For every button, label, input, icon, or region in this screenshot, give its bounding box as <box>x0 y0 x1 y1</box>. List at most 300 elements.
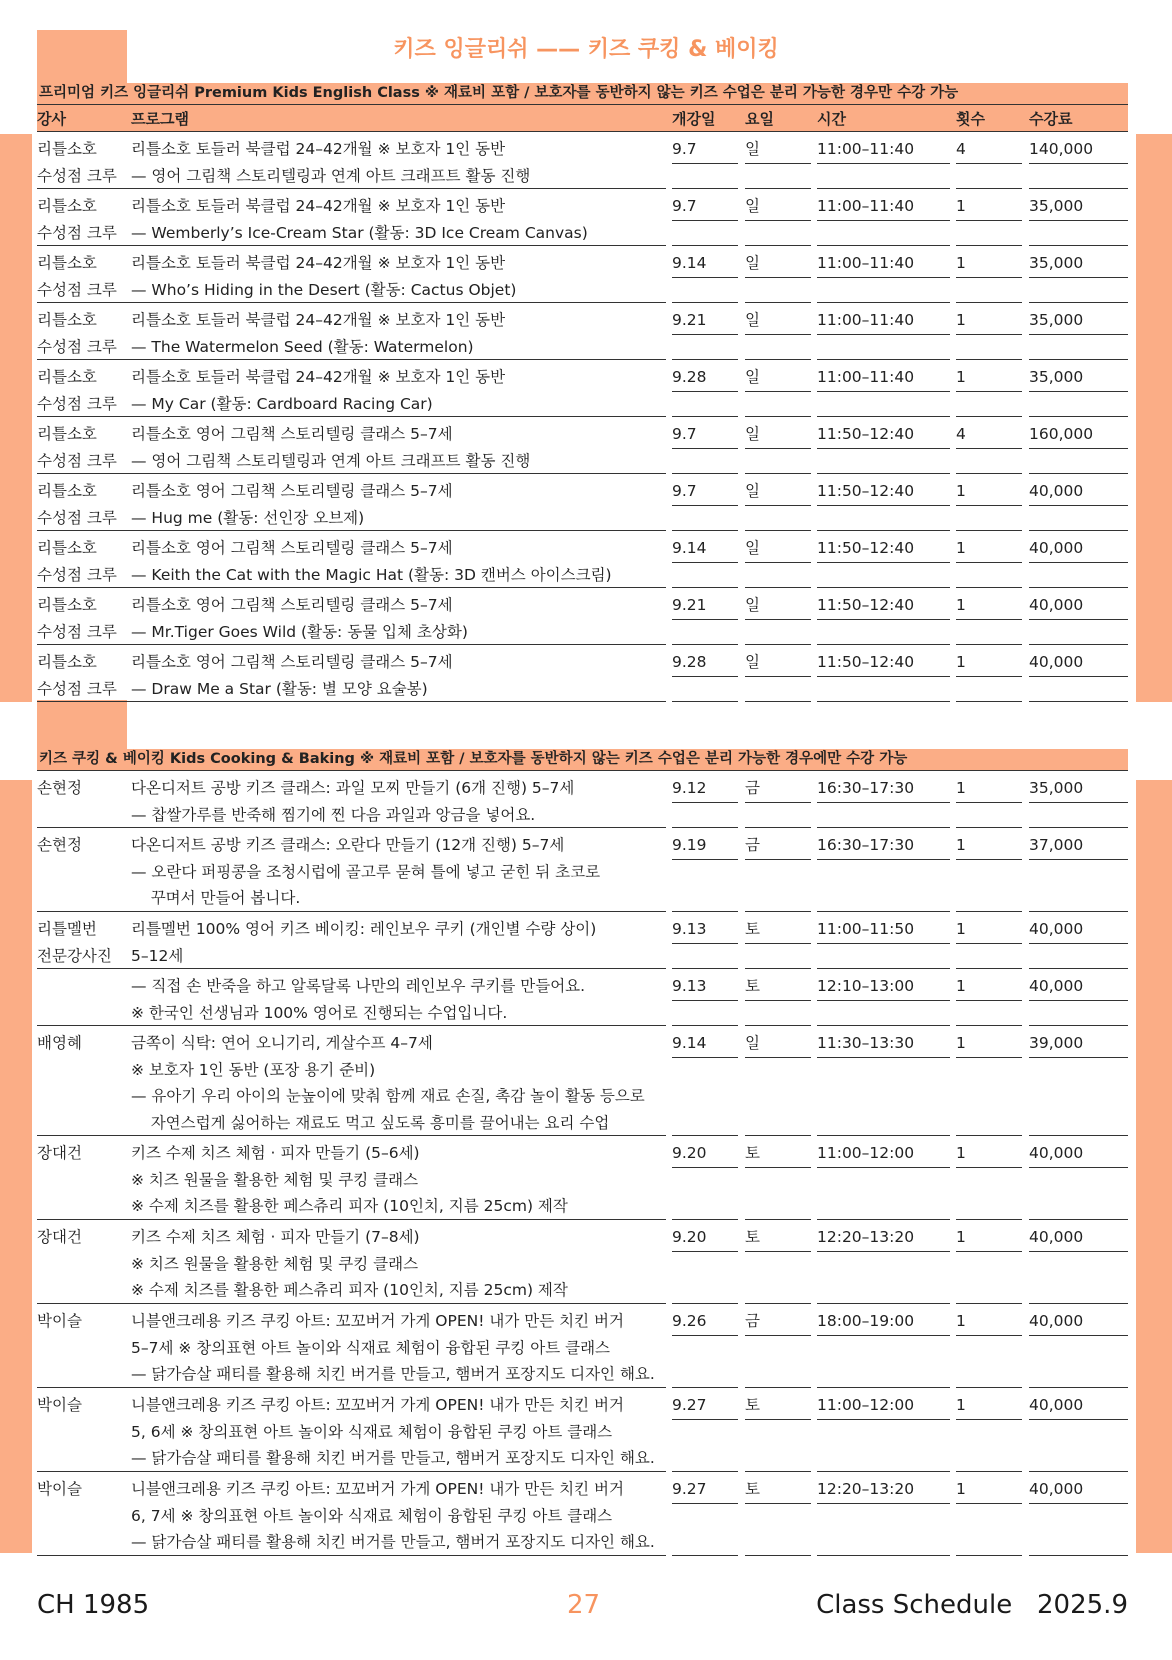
cell-underline <box>817 1000 950 1001</box>
cell-count: 1 <box>956 1144 966 1162</box>
cell-underline <box>672 802 738 803</box>
cell-underline <box>1029 1251 1128 1252</box>
cell-day: 일 <box>745 254 760 272</box>
cell-underline <box>956 562 1022 563</box>
cell-teacher: 박이슬 <box>37 1480 82 1498</box>
cell-program: — Draw Me a Star (활동: 별 모양 요술봉) <box>131 679 428 698</box>
cell-day: 일 <box>745 1034 760 1052</box>
cell-underline <box>817 334 950 335</box>
cell-program: — The Watermelon Seed (활동: Watermelon) <box>131 337 474 356</box>
cell-teacher: 수성점 크루 <box>37 622 117 641</box>
cell-underline <box>956 619 1022 620</box>
cell-teacher: 박이슬 <box>37 1312 82 1330</box>
cell-underline <box>1029 676 1128 677</box>
cell-day: 일 <box>745 482 760 500</box>
cell-underline <box>672 334 738 335</box>
cell-underline <box>1029 448 1128 449</box>
cell-teacher: 수성점 크루 <box>37 394 117 413</box>
cell-day: 일 <box>745 368 760 386</box>
cell-day: 일 <box>745 539 760 557</box>
cell-teacher: 리틀소호 <box>37 425 97 443</box>
cell-underline <box>1029 562 1128 563</box>
cell-underline <box>1029 1000 1128 1001</box>
cell-date: 9.28 <box>672 368 707 386</box>
cell-program: 니블앤크레용 키즈 쿠킹 아트: 꼬꼬버거 가게 OPEN! 내가 만든 치킨 버거 <box>131 1312 624 1330</box>
table-row <box>37 828 1128 912</box>
cell-program: 니블앤크레용 키즈 쿠킹 아트: 꼬꼬버거 가게 OPEN! 내가 만든 치킨 버거 <box>131 1396 624 1414</box>
cell-underline <box>745 943 811 944</box>
row-divider <box>672 701 738 702</box>
cell-program: 리틀소호 토들러 북클럽 24–42개월 ※ 보호자 1인 동반 <box>131 197 506 215</box>
cell-underline <box>672 562 738 563</box>
cell-fee: 35,000 <box>1029 254 1084 272</box>
cell-underline <box>745 676 811 677</box>
cell-underline <box>1029 1167 1128 1168</box>
cell-program: 다온디저트 공방 키즈 클래스: 오란다 만들기 (12개 진행) 5–7세 <box>131 836 565 854</box>
cell-date: 9.7 <box>672 425 697 443</box>
cell-underline <box>745 802 811 803</box>
cell-program: 키즈 수제 치즈 체험 · 피자 만들기 (5–6세) <box>131 1144 420 1162</box>
cell-time: 11:00–11:40 <box>817 197 915 215</box>
cell-program: 리틀소호 영어 그림책 스토리텔링 클래스 5–7세 <box>131 653 453 671</box>
cell-program: 리틀소호 영어 그림책 스토리텔링 클래스 5–7세 <box>131 596 453 614</box>
cell-underline <box>672 1419 738 1420</box>
table-row <box>37 474 1128 531</box>
cell-underline <box>1029 505 1128 506</box>
cell-program: — Hug me (활동: 선인장 오브제) <box>131 508 365 527</box>
cell-underline <box>745 220 811 221</box>
col-time: 시간 <box>817 110 846 128</box>
cell-underline <box>1029 1503 1128 1504</box>
cell-day: 금 <box>745 836 760 854</box>
cell-fee: 40,000 <box>1029 482 1084 500</box>
cell-teacher: 리틀소호 <box>37 653 97 671</box>
cell-underline <box>672 676 738 677</box>
cell-underline <box>817 1503 950 1504</box>
cell-teacher: 박이슬 <box>37 1396 82 1414</box>
cell-underline <box>956 1167 1022 1168</box>
accent-block-left-2 <box>0 780 32 1553</box>
table-row <box>37 645 1128 702</box>
cell-date: 9.7 <box>672 482 697 500</box>
cell-underline <box>817 277 950 278</box>
cell-underline <box>745 1503 811 1504</box>
cell-date: 9.21 <box>672 596 707 614</box>
cell-time: 11:50–12:40 <box>817 482 915 500</box>
cell-underline <box>956 277 1022 278</box>
cell-teacher: 수성점 크루 <box>37 451 117 470</box>
cell-underline <box>1029 220 1128 221</box>
cell-program: — 영어 그림책 스토리텔링과 연계 아트 크래프트 활동 진행 <box>131 451 531 470</box>
row-divider <box>817 1555 950 1556</box>
table-row <box>37 417 1128 474</box>
col-count: 횟수 <box>956 110 985 128</box>
cell-underline <box>745 334 811 335</box>
cell-underline <box>817 163 950 164</box>
cell-time: 11:00–11:40 <box>817 311 915 329</box>
cell-underline <box>817 220 950 221</box>
row-divider <box>956 701 1022 702</box>
cell-count: 4 <box>956 425 966 443</box>
cell-program: 리틀소호 토들러 북클럽 24–42개월 ※ 보호자 1인 동반 <box>131 368 506 386</box>
cell-underline <box>817 1251 950 1252</box>
cell-fee: 40,000 <box>1029 977 1084 995</box>
cell-underline <box>1029 802 1128 803</box>
cell-fee: 35,000 <box>1029 311 1084 329</box>
cell-underline <box>745 505 811 506</box>
cell-underline <box>1029 163 1128 164</box>
cell-underline <box>745 163 811 164</box>
cell-underline <box>956 943 1022 944</box>
col-fee: 수강료 <box>1029 110 1073 128</box>
cell-count: 1 <box>956 197 966 215</box>
table-row <box>37 588 1128 645</box>
cell-underline <box>956 1419 1022 1420</box>
cell-date: 9.26 <box>672 1312 707 1330</box>
cell-underline <box>672 1000 738 1001</box>
cell-count: 1 <box>956 1034 966 1052</box>
cell-day: 토 <box>745 1480 760 1498</box>
cell-day: 토 <box>745 1396 760 1414</box>
cell-underline <box>956 1503 1022 1504</box>
cell-teacher: 리틀멜번 <box>37 920 97 938</box>
cell-program: 리틀소호 영어 그림책 스토리텔링 클래스 5–7세 <box>131 539 453 557</box>
cell-program: 리틀소호 토들러 북클럽 24–42개월 ※ 보호자 1인 동반 <box>131 311 506 329</box>
cell-underline <box>817 448 950 449</box>
cell-underline <box>817 505 950 506</box>
cell-fee: 35,000 <box>1029 197 1084 215</box>
cell-underline <box>817 391 950 392</box>
cell-count: 1 <box>956 653 966 671</box>
cell-teacher: 손현정 <box>37 779 82 797</box>
cell-day: 토 <box>745 1228 760 1246</box>
cell-underline <box>672 1167 738 1168</box>
row-divider <box>37 1555 666 1556</box>
cell-date: 9.27 <box>672 1480 707 1498</box>
cell-count: 1 <box>956 1228 966 1246</box>
cell-count: 1 <box>956 596 966 614</box>
table-row <box>37 531 1128 588</box>
cell-date: 9.21 <box>672 311 707 329</box>
cell-count: 1 <box>956 977 966 995</box>
cell-program: ※ 치즈 원물을 활용한 체험 및 쿠킹 클래스 <box>131 1170 419 1189</box>
row-divider <box>1029 1555 1128 1556</box>
col-teacher: 강사 <box>37 110 66 128</box>
cell-count: 1 <box>956 836 966 854</box>
cell-fee: 40,000 <box>1029 539 1084 557</box>
cell-program: 리틀소호 토들러 북클럽 24–42개월 ※ 보호자 1인 동반 <box>131 140 506 158</box>
cell-underline <box>1029 859 1128 860</box>
cell-underline <box>956 802 1022 803</box>
cell-underline <box>956 220 1022 221</box>
cell-day: 일 <box>745 653 760 671</box>
cell-time: 11:30–13:30 <box>817 1034 915 1052</box>
table-row <box>37 969 1128 1026</box>
cell-program: — Wemberly’s Ice-Cream Star (활동: 3D Ice Cream Canvas) <box>131 223 588 242</box>
cell-underline <box>956 1335 1022 1336</box>
cell-date: 9.27 <box>672 1396 707 1414</box>
cell-underline <box>1029 1335 1128 1336</box>
cell-date: 9.28 <box>672 653 707 671</box>
cell-program: — 닭가슴살 패티를 활용해 치킨 버거를 만들고, 햄버거 포장지도 디자인 해요. <box>131 1533 655 1551</box>
cell-underline <box>672 619 738 620</box>
cell-count: 1 <box>956 254 966 272</box>
cell-time: 11:50–12:40 <box>817 539 915 557</box>
cell-count: 1 <box>956 368 966 386</box>
cell-teacher: 리틀소호 <box>37 482 97 500</box>
cell-underline <box>745 619 811 620</box>
cell-teacher: 리틀소호 <box>37 368 97 386</box>
cell-teacher: 수성점 크루 <box>37 565 117 584</box>
accent-block-left-1 <box>0 134 32 702</box>
cell-underline <box>956 391 1022 392</box>
cell-program: 리틀멜번 100% 영어 키즈 베이킹: 레인보우 쿠키 (개인별 수량 상이) <box>131 920 597 938</box>
cell-teacher: 리틀소호 <box>37 539 97 557</box>
cell-underline <box>745 391 811 392</box>
cell-program: — 닭가슴살 패티를 활용해 치킨 버거를 만들고, 햄버거 포장지도 디자인 해요. <box>131 1449 655 1467</box>
cell-date: 9.14 <box>672 539 707 557</box>
table-row <box>37 771 1128 828</box>
cell-program: ※ 수제 치즈를 활용한 페스츄리 피자 (10인치, 지름 25cm) 제작 <box>131 1281 568 1299</box>
cell-time: 11:50–12:40 <box>817 425 915 443</box>
cell-underline <box>956 163 1022 164</box>
cell-date: 9.12 <box>672 779 707 797</box>
cell-underline <box>1029 1057 1128 1058</box>
cell-fee: 40,000 <box>1029 920 1084 938</box>
cell-time: 11:00–11:50 <box>817 920 915 938</box>
cell-program: 키즈 수제 치즈 체험 · 피자 만들기 (7–8세) <box>131 1228 420 1246</box>
cell-program: 리틀소호 영어 그림책 스토리텔링 클래스 5–7세 <box>131 425 453 443</box>
cell-count: 1 <box>956 1480 966 1498</box>
cell-teacher: 수성점 크루 <box>37 166 117 185</box>
cell-fee: 40,000 <box>1029 1480 1084 1498</box>
cell-underline <box>745 562 811 563</box>
cell-program: 6, 7세 ※ 창의표현 아트 놀이와 식재료 체험이 융합된 쿠킹 아트 클래스 <box>131 1506 613 1525</box>
cell-time: 11:50–12:40 <box>817 653 915 671</box>
cell-underline <box>672 1057 738 1058</box>
cell-underline <box>817 802 950 803</box>
cell-count: 4 <box>956 140 966 158</box>
accent-block-right-1 <box>1136 134 1172 702</box>
cell-underline <box>956 1000 1022 1001</box>
cell-day: 금 <box>745 1312 760 1330</box>
cell-teacher: 장대건 <box>37 1228 82 1246</box>
english-rows <box>37 132 1128 702</box>
cell-underline <box>1029 619 1128 620</box>
cell-date: 9.20 <box>672 1144 707 1162</box>
cell-teacher: 수성점 크루 <box>37 280 117 299</box>
cell-program: 니블앤크레용 키즈 쿠킹 아트: 꼬꼬버거 가게 OPEN! 내가 만든 치킨 버거 <box>131 1480 624 1498</box>
col-program: 프로그램 <box>131 110 189 128</box>
cell-underline <box>956 448 1022 449</box>
row-divider <box>817 701 950 702</box>
cell-date: 9.14 <box>672 1034 707 1052</box>
cell-underline <box>672 859 738 860</box>
cell-day: 일 <box>745 311 760 329</box>
table-row <box>37 1304 1128 1388</box>
cell-program: 5–7세 ※ 창의표현 아트 놀이와 식재료 체험이 융합된 쿠킹 아트 클래스 <box>131 1338 611 1357</box>
cell-time: 12:20–13:20 <box>817 1480 915 1498</box>
cell-underline <box>956 334 1022 335</box>
cell-day: 일 <box>745 140 760 158</box>
cell-fee: 40,000 <box>1029 1312 1084 1330</box>
cell-underline <box>817 1167 950 1168</box>
cell-teacher: 수성점 크루 <box>37 508 117 527</box>
cell-program: — 영어 그림책 스토리텔링과 연계 아트 크래프트 활동 진행 <box>131 166 531 185</box>
cell-fee: 35,000 <box>1029 368 1084 386</box>
cell-count: 1 <box>956 482 966 500</box>
cell-program: — Mr.Tiger Goes Wild (활동: 동물 입체 초상화) <box>131 622 468 641</box>
table-row <box>37 303 1128 360</box>
cell-time: 18:00–19:00 <box>817 1312 915 1330</box>
cell-underline <box>672 391 738 392</box>
table-row <box>37 1220 1128 1304</box>
cell-date: 9.20 <box>672 1228 707 1246</box>
cell-fee: 37,000 <box>1029 836 1084 854</box>
cell-underline <box>956 1057 1022 1058</box>
cell-day: 토 <box>745 1144 760 1162</box>
cell-program: 자연스럽게 싫어하는 재료도 먹고 싶도록 흥미를 끌어내는 요리 수업 <box>131 1113 610 1132</box>
table-row <box>37 1026 1128 1136</box>
table-row <box>37 189 1128 246</box>
cell-date: 9.13 <box>672 920 707 938</box>
cell-underline <box>817 859 950 860</box>
cell-time: 16:30–17:30 <box>817 779 915 797</box>
table-row <box>37 1388 1128 1472</box>
cell-teacher: 수성점 크루 <box>37 679 117 698</box>
cell-time: 12:10–13:00 <box>817 977 915 995</box>
cell-underline <box>745 1419 811 1420</box>
cell-program: — Who’s Hiding in the Desert (활동: Cactus Objet) <box>131 280 517 299</box>
cooking-section-header: 키즈 쿠킹 & 베이킹 Kids Cooking & Baking ※ 재료비 포함 / 보호자를 동반하지 않는 키즈 수업은 분리 가능한 경우에만 수강 가능 <box>37 749 1128 771</box>
cooking-rows <box>37 771 1128 1556</box>
table-row <box>37 360 1128 417</box>
cell-underline <box>745 1057 811 1058</box>
cell-program: — 유아기 우리 아이의 눈높이에 맞춰 함께 재료 손질, 촉감 놀이 활동 등으로 <box>131 1087 645 1105</box>
cell-underline <box>956 676 1022 677</box>
cell-underline <box>745 859 811 860</box>
cell-underline <box>672 1251 738 1252</box>
cell-underline <box>956 859 1022 860</box>
row-divider <box>672 1555 738 1556</box>
cell-teacher: 리틀소호 <box>37 596 97 614</box>
row-divider <box>37 701 666 702</box>
cell-underline <box>745 277 811 278</box>
cell-underline <box>956 505 1022 506</box>
cell-program: 5–12세 <box>131 946 184 965</box>
cell-fee: 39,000 <box>1029 1034 1084 1052</box>
cell-day: 토 <box>745 977 760 995</box>
cell-underline <box>817 943 950 944</box>
cell-fee: 40,000 <box>1029 1228 1084 1246</box>
cell-time: 11:00–11:40 <box>817 368 915 386</box>
accent-block-right-2 <box>1136 780 1172 1553</box>
cell-day: 일 <box>745 197 760 215</box>
cell-time: 11:00–12:00 <box>817 1144 915 1162</box>
cell-fee: 160,000 <box>1029 425 1094 443</box>
cell-underline <box>817 1057 950 1058</box>
cell-program: — My Car (활동: Cardboard Racing Car) <box>131 394 433 413</box>
cell-teacher: 수성점 크루 <box>37 337 117 356</box>
english-column-header <box>37 105 1128 132</box>
cell-time: 11:00–11:40 <box>817 254 915 272</box>
cell-underline <box>1029 1419 1128 1420</box>
cell-program: — 닭가슴살 패티를 활용해 치킨 버거를 만들고, 햄버거 포장지도 디자인 해요. <box>131 1365 655 1383</box>
cell-program: 다온디저트 공방 키즈 클래스: 과일 모찌 만들기 (6개 진행) 5–7세 <box>131 779 575 797</box>
cell-underline <box>1029 334 1128 335</box>
row-divider <box>745 1555 811 1556</box>
col-date: 개강일 <box>672 110 716 128</box>
cell-teacher: 리틀소호 <box>37 254 97 272</box>
cell-date: 9.13 <box>672 977 707 995</box>
cell-teacher: 리틀소호 <box>37 197 97 215</box>
cell-count: 1 <box>956 779 966 797</box>
cell-date: 9.14 <box>672 254 707 272</box>
cell-count: 1 <box>956 539 966 557</box>
cell-teacher: 리틀소호 <box>37 140 97 158</box>
cell-date: 9.7 <box>672 197 697 215</box>
cell-underline <box>1029 277 1128 278</box>
row-divider <box>1029 701 1128 702</box>
cell-underline <box>672 505 738 506</box>
footer-left: CH 1985 <box>37 1590 150 1620</box>
cell-program: ※ 수제 치즈를 활용한 페스츄리 피자 (10인치, 지름 25cm) 제작 <box>131 1197 568 1215</box>
cell-count: 1 <box>956 920 966 938</box>
cell-teacher: 배영혜 <box>37 1034 82 1052</box>
cell-program: ※ 보호자 1인 동반 (포장 용기 준비) <box>131 1060 376 1079</box>
cell-date: 9.19 <box>672 836 707 854</box>
cell-underline <box>817 1335 950 1336</box>
footer-right: Class Schedule 2025.9 <box>816 1590 1128 1620</box>
cell-underline <box>745 448 811 449</box>
cell-count: 1 <box>956 1312 966 1330</box>
cell-teacher: 손현정 <box>37 836 82 854</box>
cell-underline <box>817 1419 950 1420</box>
col-day: 요일 <box>745 110 774 128</box>
cell-day: 토 <box>745 920 760 938</box>
cell-underline <box>817 562 950 563</box>
cell-fee: 40,000 <box>1029 653 1084 671</box>
cell-underline <box>672 220 738 221</box>
cell-time: 11:00–12:00 <box>817 1396 915 1414</box>
cell-fee: 35,000 <box>1029 779 1084 797</box>
cell-fee: 40,000 <box>1029 1396 1084 1414</box>
cell-program: ※ 한국인 선생님과 100% 영어로 진행되는 수업입니다. <box>131 1003 508 1022</box>
cell-program: 5, 6세 ※ 창의표현 아트 놀이와 식재료 체험이 융합된 쿠킹 아트 클래스 <box>131 1422 613 1441</box>
cell-day: 일 <box>745 596 760 614</box>
cell-program: 리틀소호 토들러 북클럽 24–42개월 ※ 보호자 1인 동반 <box>131 254 506 272</box>
cell-time: 16:30–17:30 <box>817 836 915 854</box>
cell-underline <box>745 1335 811 1336</box>
cell-underline <box>817 676 950 677</box>
row-divider <box>745 701 811 702</box>
page-title: 키즈 잉글리쉬 —— 키즈 쿠킹 & 베이킹 <box>393 37 779 62</box>
cell-count: 1 <box>956 311 966 329</box>
cell-teacher: 리틀소호 <box>37 311 97 329</box>
cell-program: — 직접 손 반죽을 하고 알록달록 나만의 레인보우 쿠키를 만들어요. <box>131 977 586 995</box>
cell-count: 1 <box>956 1396 966 1414</box>
cell-program: — 찹쌀가루를 반죽해 찜기에 찐 다음 과일과 앙금을 넣어요. <box>131 805 536 824</box>
cell-fee: 40,000 <box>1029 596 1084 614</box>
cell-teacher: 전문강사진 <box>37 946 112 965</box>
cell-day: 금 <box>745 779 760 797</box>
cell-date: 9.7 <box>672 140 697 158</box>
cell-underline <box>672 943 738 944</box>
cell-underline <box>672 163 738 164</box>
cell-program: 금쪽이 식탁: 연어 오니기리, 게살수프 4–7세 <box>131 1034 433 1052</box>
cell-program: 꾸며서 만들어 봅니다. <box>131 889 301 907</box>
cell-underline <box>817 619 950 620</box>
